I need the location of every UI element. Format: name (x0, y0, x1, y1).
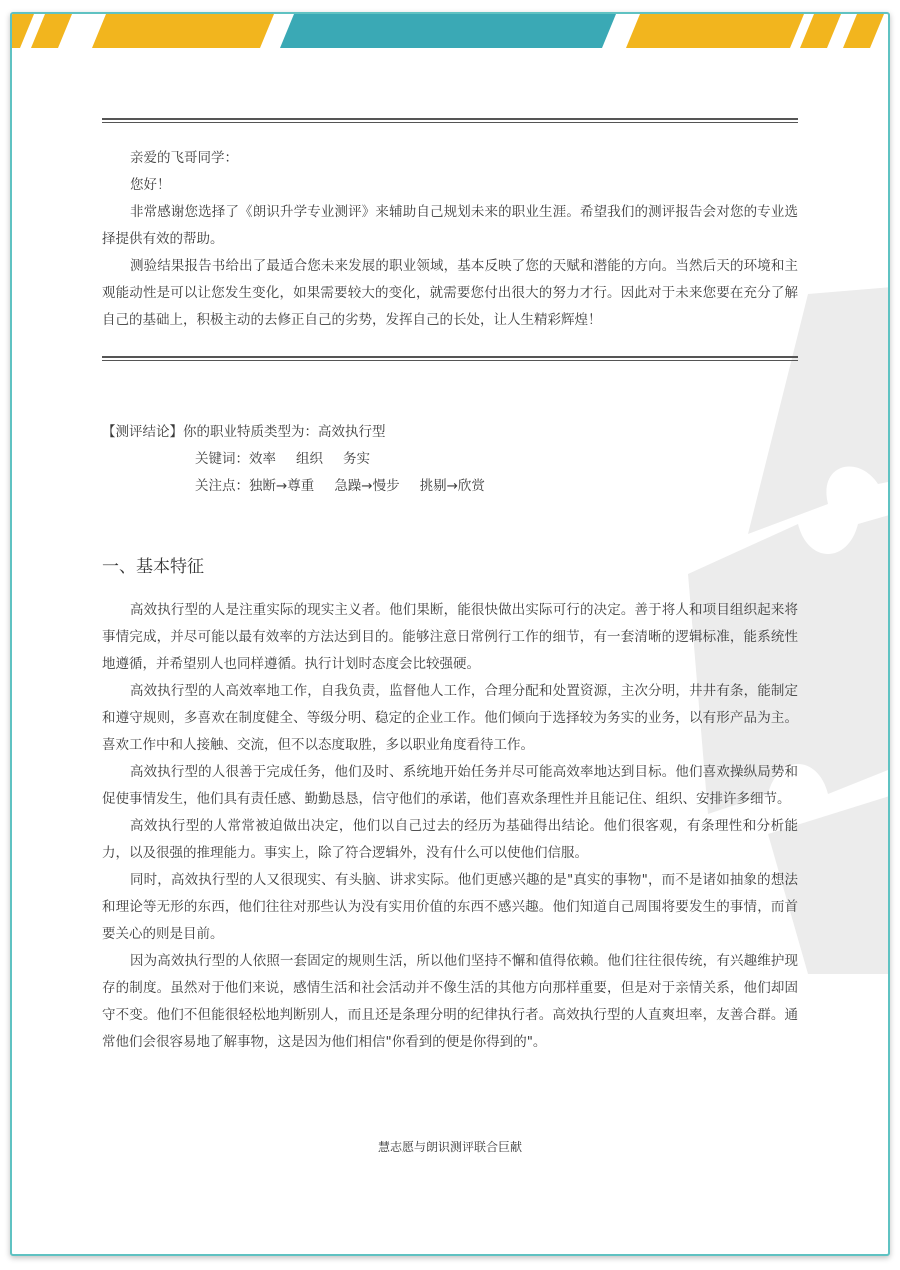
body-paragraph: 高效执行型的人高效率地工作，自我负责，监督他人工作，合理分配和处置资源，主次分明，井井有条，能制定和遵守规则，多喜欢在制度健全、等级分明、稳定的企业工作。他们倾向于选择较为务实的业务，以有形产品为主。喜欢工作中和人接触、交流，但不以态度取胜，多以职业角度看待工作。 (102, 683, 798, 753)
banner-stripe (12, 14, 34, 48)
body-paragraph: 高效执行型的人是注重实际的现实主义者。他们果断，能很快做出实际可行的决定。善于将人和项目组织起来将事情完成，并尽可能以最有效率的方法达到目的。能够注意日常例行工作的细节，有一套清晰的逻辑标准，能系统性地遵循，并希望别人也同样遵循。执行计划时态度会比较强硬。 (102, 602, 798, 672)
focus-point: 急躁→慢步 (334, 478, 400, 494)
body-paragraph: 高效执行型的人常常被迫做出决定，他们以自己过去的经历为基础得出结论。他们很客观，有条理性和分析能力，以及很强的推理能力。事实上，除了符合逻辑外，没有什么可以使他们信服。 (102, 818, 798, 861)
focus-line (102, 473, 798, 500)
top-divider (102, 118, 798, 123)
section-title: 一、基本特征 (102, 557, 204, 577)
report-page (10, 12, 890, 1256)
letter-paragraph: 非常感谢您选择了《朗识升学专业测评》来辅助自己规划未来的职业生涯。希望我们的测评报告会对您的专业选择提供有效的帮助。 (102, 204, 798, 247)
section-body (102, 597, 798, 1056)
banner-stripe (280, 14, 616, 48)
greeting-letter (102, 145, 798, 334)
bottom-divider (102, 356, 798, 361)
letter-paragraph: 测验结果报告书给出了最适合您未来发展的职业领域，基本反映了您的天赋和潜能的方向。当然后天的环境和主观能动性是可以让您发生变化，如果需要较大的变化，就需要您付出很大的努力才行。因此对于未来您要在充分了解自己的基础上，积极主动的去修正自己的劣势，发挥自己的长处，让人生精彩辉煌！ (102, 258, 798, 328)
keywords-line (102, 446, 798, 473)
focus-point: 挑剔→欣赏 (419, 478, 485, 494)
banner-stripe (31, 14, 72, 48)
banner-stripe (92, 14, 274, 48)
footer-credit: 慧志愿与朗识测评联合巨献 (377, 1140, 522, 1154)
banner-stripe (800, 14, 841, 48)
keyword: 组织 (296, 451, 323, 467)
keywords-label: 关键词： (195, 451, 249, 467)
salutation: 亲爱的飞哥同学： (130, 150, 238, 166)
focus-label: 关注点： (195, 478, 249, 494)
body-paragraph: 因为高效执行型的人依照一套固定的规则生活，所以他们坚持不懈和值得依赖。他们往往很传统，有兴趣维护现存的制度。虽然对于他们来说，感情生活和社会活动并不像生活的其他方向那样重要，但是对于亲情关系，他们却固守不变。他们不但能很轻松地判断别人，而且还是条理分明的纪律执行者。高效执行型的人直爽坦率，友善合群。通常他们会很容易地了解事物，这是因为他们相信"你看到的便是你得到的"。 (102, 953, 798, 1050)
body-paragraph: 高效执行型的人很善于完成任务，他们及时、系统地开始任务并尽可能高效率地达到目标。他们喜欢操纵局势和促使事情发生，他们具有责任感、勤勤恳恳，信守他们的承诺，他们喜欢条理性并且能记住、组织、安排许多细节。 (102, 764, 798, 807)
assessment-conclusion (102, 419, 798, 500)
keyword: 务实 (343, 451, 370, 467)
banner-stripe (843, 14, 884, 48)
focus-point: 独断→尊重 (249, 478, 315, 494)
conclusion-heading: 【测评结论】你的职业特质类型为：高效执行型 (102, 424, 386, 440)
header-banner (12, 14, 888, 48)
banner-stripe (626, 14, 804, 48)
keyword: 效率 (249, 451, 276, 467)
body-paragraph: 同时，高效执行型的人又很现实、有头脑、讲求实际。他们更感兴趣的是"真实的事物"，而不是诸如抽象的想法和理论等无形的东西，他们往往对那些认为没有实用价值的东西不感兴趣。他们知道自己周围将要发生的事情，而首要关心的则是目前。 (102, 872, 798, 942)
hello-line: 您好！ (130, 177, 171, 193)
